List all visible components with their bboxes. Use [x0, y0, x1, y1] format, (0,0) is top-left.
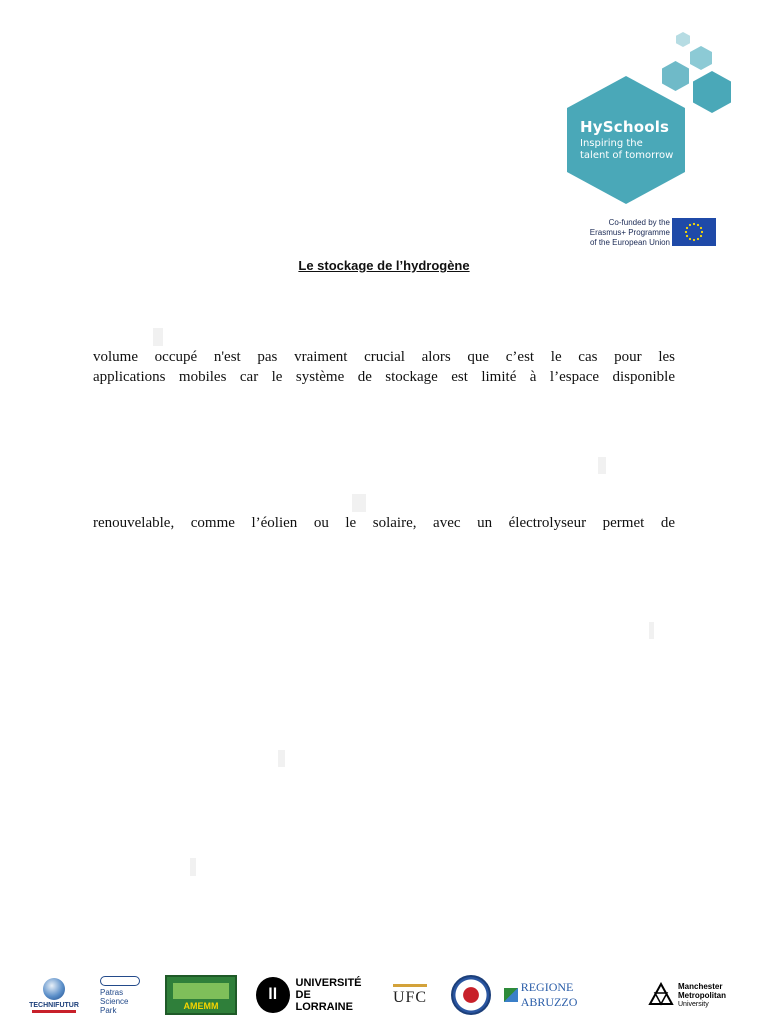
- partner-logos-footer: [24, 972, 744, 1018]
- patras-circles-icon: [100, 976, 140, 986]
- university-crest-logo: [450, 972, 492, 1018]
- logo-title: HySchools: [580, 118, 670, 136]
- amemm-window: [173, 983, 229, 999]
- redaction-mark: [278, 750, 285, 767]
- redaction-mark: [153, 328, 163, 346]
- red-underline: [32, 1010, 76, 1013]
- patras-text: Patras: [100, 987, 124, 997]
- globe-icon: [43, 978, 65, 1000]
- erasmus-cofunded-text: [572, 218, 670, 248]
- small-hexagon-icon: [662, 61, 689, 91]
- body-text-line: renouvelable, comme l’éolien ou le solaire, avec un électrolyseur permet de: [93, 515, 675, 531]
- lorraine-text-line: DE LORRAINE: [295, 989, 353, 1013]
- logo-tagline: talent of tomorrow: [580, 150, 674, 161]
- body-text-line: volume occupé n'est pas vraiment crucial alors que c’est le cas pour les: [93, 349, 675, 365]
- technifutur-logo: [26, 972, 82, 1018]
- regione-abruzzo-logo: [504, 972, 630, 1018]
- universite-lorraine-logo: [256, 972, 366, 1018]
- eu-text-line: Co-funded by the: [608, 218, 670, 227]
- ufc-logo: [384, 972, 436, 1018]
- small-hexagon-icon: [690, 46, 712, 70]
- crest-icon: [451, 975, 491, 1015]
- patras-science-park-logo: [100, 972, 146, 1018]
- manchester-metropolitan-logo: [648, 972, 742, 1018]
- patras-text: Park: [100, 1005, 117, 1015]
- abruzzo-text: REGIONE ABRUZZO: [520, 980, 578, 1009]
- mmu-text-line: Metropolitan: [678, 990, 726, 1000]
- small-hexagon-icon: [676, 32, 690, 47]
- lorraine-text: [296, 977, 367, 1013]
- ufc-text: UFC: [393, 984, 427, 1007]
- technifutur-text: TECHNIFUTUR: [29, 1001, 79, 1009]
- mmu-text-line: Manchester: [678, 981, 723, 991]
- amemm-building-icon: [165, 975, 237, 1015]
- body-text-line: applications mobiles car le système de stockage est limité à l’espace disponible: [93, 369, 675, 385]
- eu-flag-icon: [672, 218, 716, 246]
- amemm-text: AMEMM: [183, 1001, 219, 1011]
- small-hexagon-icon: [693, 71, 731, 113]
- eu-text-line: of the European Union: [589, 238, 670, 247]
- mmu-knot-icon: [648, 982, 674, 1008]
- lorraine-text-line: UNIVERSITÉ: [295, 977, 362, 989]
- hyschools-logo: [560, 28, 740, 218]
- mmu-text-line: University: [678, 1000, 709, 1008]
- redaction-mark: [649, 622, 654, 639]
- eu-text-line: Erasmus+ Programme: [589, 228, 670, 237]
- mmu-text: [678, 982, 726, 1009]
- logo-text: [580, 118, 673, 162]
- abruzzo-icon: [504, 988, 518, 1002]
- lorraine-ll-icon: ll: [256, 977, 290, 1013]
- redaction-mark: [352, 494, 366, 512]
- redaction-mark: [598, 457, 606, 474]
- page-title: Le stockage de l’hydrogène: [298, 258, 470, 273]
- logo-tagline: Inspiring the: [580, 138, 643, 149]
- patras-text: Science: [100, 996, 129, 1006]
- amemm-logo: [165, 972, 237, 1018]
- redaction-mark: [190, 858, 196, 876]
